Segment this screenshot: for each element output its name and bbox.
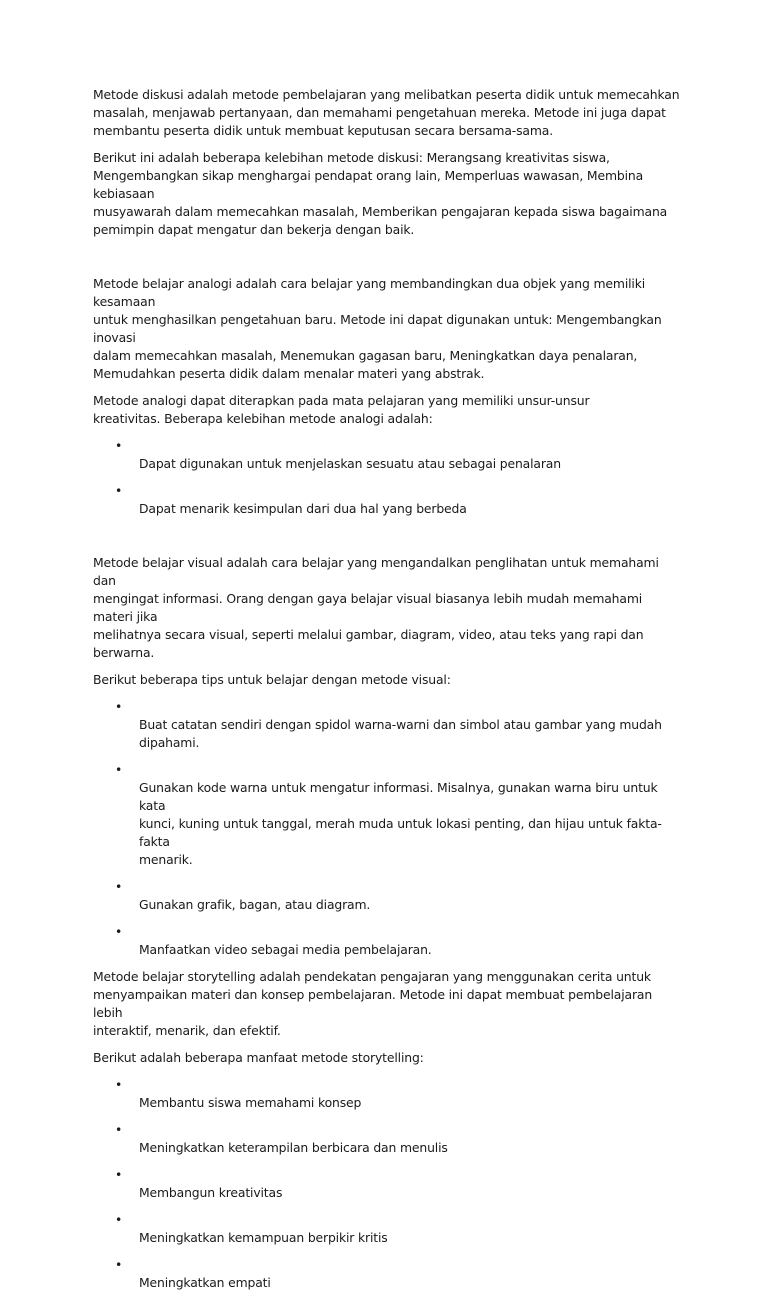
- list-item: [93, 1166, 683, 1202]
- storytelling-bullet-list: [93, 1076, 683, 1292]
- bullet-icon: •: [115, 438, 123, 453]
- storytelling-paragraph-1: Metode belajar storytelling adalah pendekatan pengajaran yang menggunakan cerita untuk menyampaikan materi dan konsep pembelajaran. Metode ini dapat membuat pembelajaran lebih interaktif, menarik, dan efektif.: [93, 969, 653, 1038]
- bullet-icon: •: [115, 879, 123, 894]
- storytelling-paragraph-2: Berikut adalah beberapa manfaat metode storytelling:: [93, 1050, 424, 1065]
- bullet-icon: •: [115, 762, 123, 777]
- bullet-icon: •: [115, 699, 123, 714]
- list-item-text: Dapat menarik kesimpulan dari dua hal yang berbeda: [139, 501, 467, 516]
- list-item-text: Gunakan grafik, bagan, atau diagram.: [139, 897, 371, 912]
- document-page: [93, 86, 683, 1301]
- list-item: [93, 1256, 683, 1292]
- list-item: [93, 482, 683, 518]
- analogi-paragraph-1: Metode belajar analogi adalah cara belajar yang membandingkan dua objek yang memiliki kesamaan untuk menghasilkan pengetahuan baru. Metode ini dapat digunakan untuk: Mengembangkan inovasi dalam memecahkan masalah, Menemukan gagasan baru, Meningkatkan daya penalaran, Memudahkan peserta didik dalam menalar materi yang abstrak.: [93, 276, 662, 381]
- bullet-icon: •: [115, 1212, 123, 1227]
- visual-paragraph-2: Berikut beberapa tips untuk belajar dengan metode visual:: [93, 672, 451, 687]
- list-item: [93, 923, 683, 959]
- section-spacer: [93, 248, 683, 275]
- list-item: [93, 878, 683, 914]
- bullet-icon: •: [115, 1257, 123, 1272]
- diskusi-paragraph-1: Metode diskusi adalah metode pembelajaran yang melibatkan peserta didik untuk memecahkan masalah, menjawab pertanyaan, dan memahami pengetahuan mereka. Metode ini juga dapat membantu peserta didik untuk membuat keputusan secara bersama-sama.: [93, 87, 680, 138]
- list-item: [93, 761, 683, 869]
- list-item-text: Meningkatkan empati: [139, 1275, 271, 1290]
- bullet-icon: •: [115, 483, 123, 498]
- bullet-icon: •: [115, 1122, 123, 1137]
- bullet-icon: •: [115, 1077, 123, 1092]
- list-item-text: Manfaatkan video sebagai media pembelajaran.: [139, 942, 432, 957]
- list-item-text: Gunakan kode warna untuk mengatur informasi. Misalnya, gunakan warna biru untuk kata kunci, kuning untuk tanggal, merah muda untuk lokasi penting, dan hijau untuk fakta-fakta menarik.: [139, 780, 662, 867]
- bullet-icon: •: [115, 1167, 123, 1182]
- visual-bullet-list: [93, 698, 683, 959]
- section-spacer: [93, 527, 683, 554]
- list-item: [93, 1076, 683, 1112]
- bullet-icon: •: [115, 924, 123, 939]
- analogi-paragraph-2: Metode analogi dapat diterapkan pada mata pelajaran yang memiliki unsur-unsur kreativitas. Beberapa kelebihan metode analogi adalah:: [93, 393, 590, 426]
- visual-paragraph-1: Metode belajar visual adalah cara belajar yang mengandalkan penglihatan untuk memahami dan mengingat informasi. Orang dengan gaya belajar visual biasanya lebih mudah memahami materi jika melihatnya secara visual, seperti melalui gambar, diagram, video, atau teks yang rapi dan berwarna.: [93, 555, 659, 660]
- list-item: [93, 698, 683, 752]
- list-item: [93, 437, 683, 473]
- list-item: [93, 1121, 683, 1157]
- list-item: [93, 1211, 683, 1247]
- list-item-text: Dapat digunakan untuk menjelaskan sesuatu atau sebagai penalaran: [139, 456, 561, 471]
- list-item-text: Membantu siswa memahami konsep: [139, 1095, 362, 1110]
- diskusi-paragraph-2: Berikut ini adalah beberapa kelebihan metode diskusi: Merangsang kreativitas siswa, Mengembangkan sikap menghargai pendapat orang lain, Memperluas wawasan, Membina kebiasaan musyawarah dalam memecahkan masalah, Memberikan pengajaran kepada siswa bagaimana pemimpin dapat mengatur dan bekerja dengan baik.: [93, 150, 668, 237]
- list-item-text: Meningkatkan keterampilan berbicara dan menulis: [139, 1140, 448, 1155]
- analogi-bullet-list: [93, 437, 683, 518]
- list-item-text: Meningkatkan kemampuan berpikir kritis: [139, 1230, 388, 1245]
- list-item-text: Buat catatan sendiri dengan spidol warna-warni dan simbol atau gambar yang mudah dipahami.: [139, 717, 662, 750]
- list-item-text: Membangun kreativitas: [139, 1185, 283, 1200]
